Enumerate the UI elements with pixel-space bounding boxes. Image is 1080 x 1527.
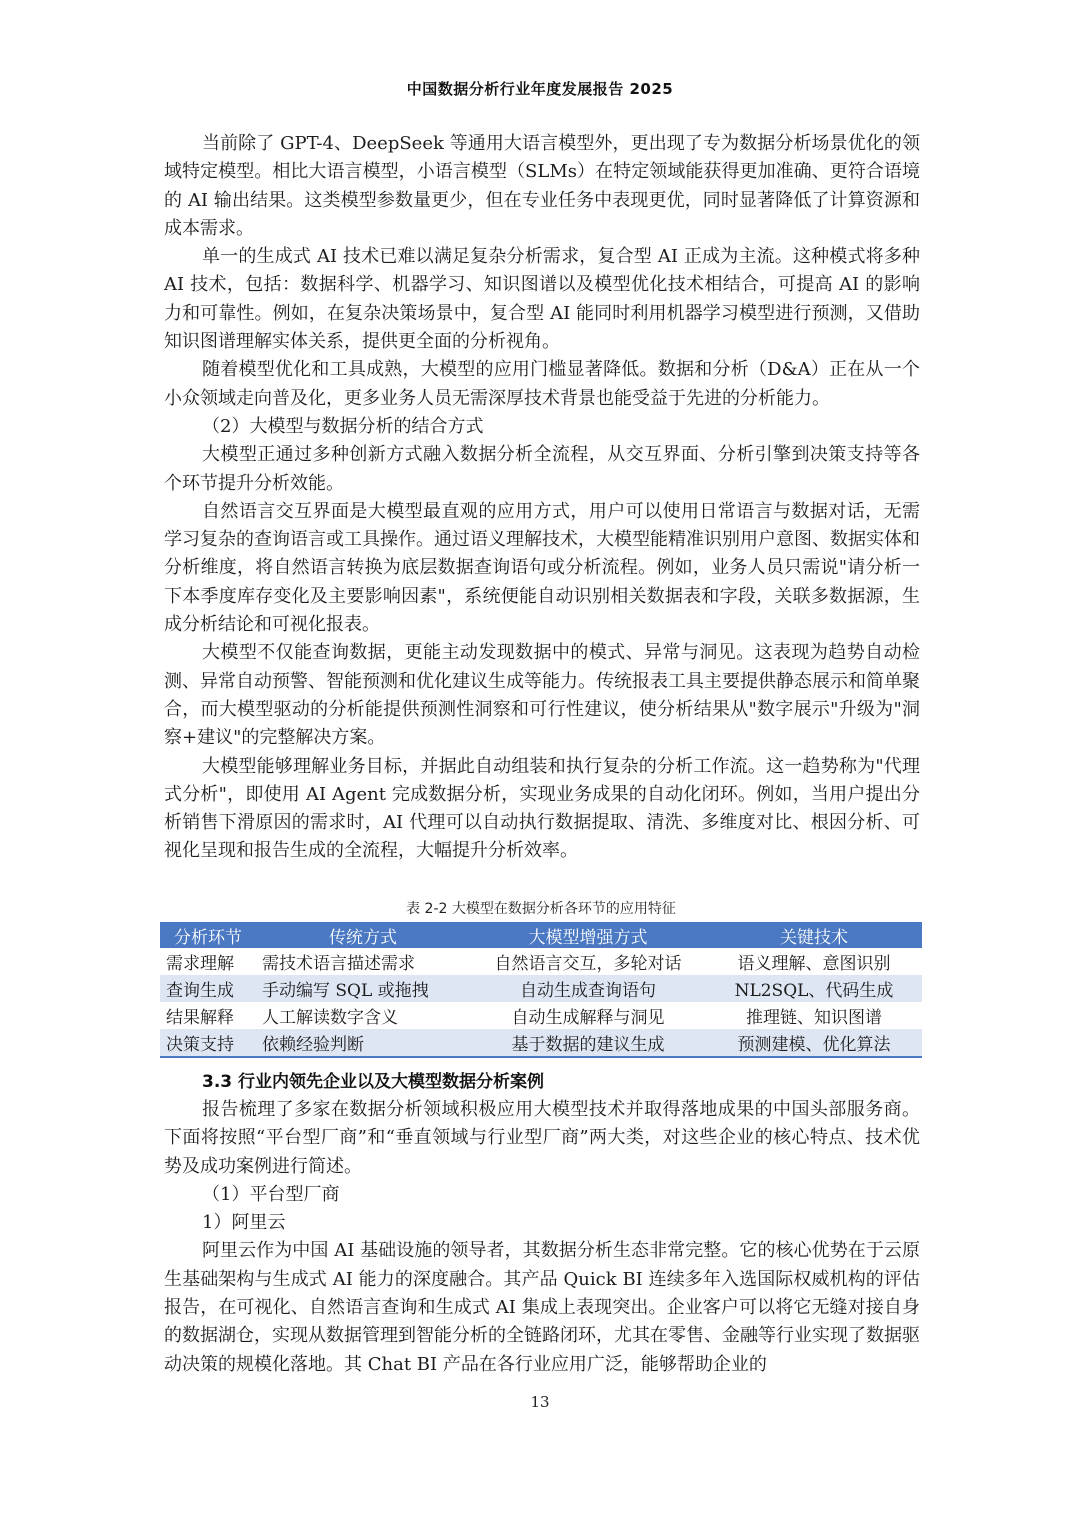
section-heading: 3.3 行业内领先企业以及大模型数据分析案例 xyxy=(202,1072,545,1092)
paragraph: 阿里云作为中国 AI 基础设施的领导者，其数据分析生态非常完整。它的核心优势在于云原生基础架构与生成式 AI 能力的深度融合。其产品 Quick BI 连续多年入选国际权威机构的评估报告，在可视化、自然语言查询和生成式 AI 集成上表现突出。企业客户可以将它无缝对接自身的数据湖仓，实现从数据管理到智能分析的全链路闭环，尤其在零售、金融等行业实现了数据驱动决策的规模化落地。其 Chat BI 产品在各行业应用广泛，能够帮助企业的 xyxy=(164,1240,920,1375)
table-cell: 预测建模、优化算法 xyxy=(706,1029,922,1057)
table-cell: 基于数据的建议生成 xyxy=(470,1029,706,1057)
subsubsection-heading: 1）阿里云 xyxy=(202,1212,286,1234)
paragraph: 当前除了 GPT-4、DeepSeek 等通用大语言模型外，更出现了专为数据分析场景优化的领域特定模型。相比大语言模型，小语言模型（SLMs）在特定领域能获得更加准确、更符合语境的 AI 输出结果。这类模型参数量更少，但在专业任务中表现更优，同时显著降低了计算资源和成本需求。 xyxy=(164,133,920,239)
paragraph: 大模型能够理解业务目标，并据此自动组装和执行复杂的分析工作流。这一趋势称为"代理式分析"，即使用 AI Agent 完成数据分析，实现业务成果的自动化闭环。例如，当用户提出分析销售下滑原因的需求时，AI 代理可以自动执行数据提取、清洗、多维度对比、根因分析、可视化呈现和报告生成的全流程，大幅提升分析效率。 xyxy=(164,755,920,862)
table-cell: 依赖经验判断 xyxy=(256,1029,470,1057)
table-row xyxy=(160,975,922,1002)
paragraph: 随着模型优化和工具成熟，大模型的应用门槛显著降低。数据和分析（D&A）正在从一个小众领域走向普及化，更多业务人员无需深厚技术背景也能受益于先进的分析能力。 xyxy=(164,359,920,409)
paragraph: 自然语言交互界面是大模型最直观的应用方式，用户可以使用日常语言与数据对话，无需学习复杂的查询语言或工具操作。通过语义理解技术，大模型能精准识别用户意图、数据实体和分析维度，将自然语言转换为底层数据查询语句或分析流程。例如，业务人员只需说"请分析一下本季度库存变化及主要影响因素"，系统便能自动识别相关数据表和字段，关联多数据源，生成分析结论和可视化报表。 xyxy=(164,500,920,636)
paragraph: 大模型正通过多种创新方式融入数据分析全流程，从交互界面、分析引擎到决策支持等各个环节提升分析效能。 xyxy=(164,444,920,494)
paragraph: 大模型不仅能查询数据，更能主动发现数据中的模式、异常与洞见。这表现为趋势自动检测、异常自动预警、智能预测和优化建议生成等能力。传统报表工具主要提供静态展示和简单聚合，而大模型驱动的分析能提供预测性洞察和可行性建议，使分析结果从"数字展示"升级为"洞察+建议"的完整解决方案。 xyxy=(164,642,920,749)
table-cell: 需求理解 xyxy=(166,954,234,974)
table-cell: 自动生成解释与洞见 xyxy=(511,1008,665,1028)
table-cell: 人工解读数字含义 xyxy=(262,1008,398,1028)
body-text-top xyxy=(164,130,920,866)
table-row xyxy=(160,948,922,975)
paragraph: 单一的生成式 AI 技术已难以满足复杂分析需求，复合型 AI 正成为主流。这种模式将多种 AI 技术，包括：数据科学、机器学习、知识图谱以及模型优化技术相结合，可提高 AI 的影响力和可靠性。例如，在复杂决策场景中，复合型 AI 能同时利用机器学习模型进行预测，又借助知识图谱理解实体关系，提供更全面的分析视角。 xyxy=(164,246,920,353)
feature-table-block xyxy=(160,896,922,1058)
table-row xyxy=(160,1002,922,1029)
table-cell: 自然语言交互，多轮对话 xyxy=(494,954,682,974)
table-cell: 手动编写 SQL 或拖拽 xyxy=(256,975,470,1002)
table-cell: 需技术语言描述需求 xyxy=(262,954,415,974)
table-cell: 推理链、知识图谱 xyxy=(746,1008,882,1028)
table-cell: 决策支持 xyxy=(160,1029,256,1057)
body-text-bottom xyxy=(164,1068,920,1379)
table-header-cell: 大模型增强方式 xyxy=(470,922,706,948)
table-cell: NL2SQL、代码生成 xyxy=(706,975,922,1002)
table-header-cell: 关键技术 xyxy=(706,922,922,948)
paragraph: 报告梳理了多家在数据分析领域积极应用大模型技术并取得落地成果的中国头部服务商。下面将按照“平台型厂商”和“垂直领域与行业型厂商”两大类，对这些企业的核心特点、技术优势及成功案例进行简述。 xyxy=(164,1099,920,1177)
table-cell: 语义理解、意图识别 xyxy=(737,954,891,974)
subsection-heading: （2）大模型与数据分析的结合方式 xyxy=(202,415,484,437)
table-cell: 查询生成 xyxy=(160,975,256,1002)
table-cell: 自动生成查询语句 xyxy=(470,975,706,1002)
page-number: 13 xyxy=(530,1393,550,1411)
table-cell: 结果解释 xyxy=(166,1008,234,1028)
table-header-cell: 分析环节 xyxy=(160,922,256,948)
feature-table xyxy=(160,922,922,1058)
running-header: 中国数据分析行业年度发展报告 2025 xyxy=(406,80,674,98)
table-caption: 表 2-2 大模型在数据分析各环节的应用特征 xyxy=(406,901,676,917)
table-header-cell: 传统方式 xyxy=(256,922,470,948)
table-header-row xyxy=(160,922,922,948)
subsection-heading: （1）平台型厂商 xyxy=(202,1183,340,1205)
table-row xyxy=(160,1029,922,1057)
